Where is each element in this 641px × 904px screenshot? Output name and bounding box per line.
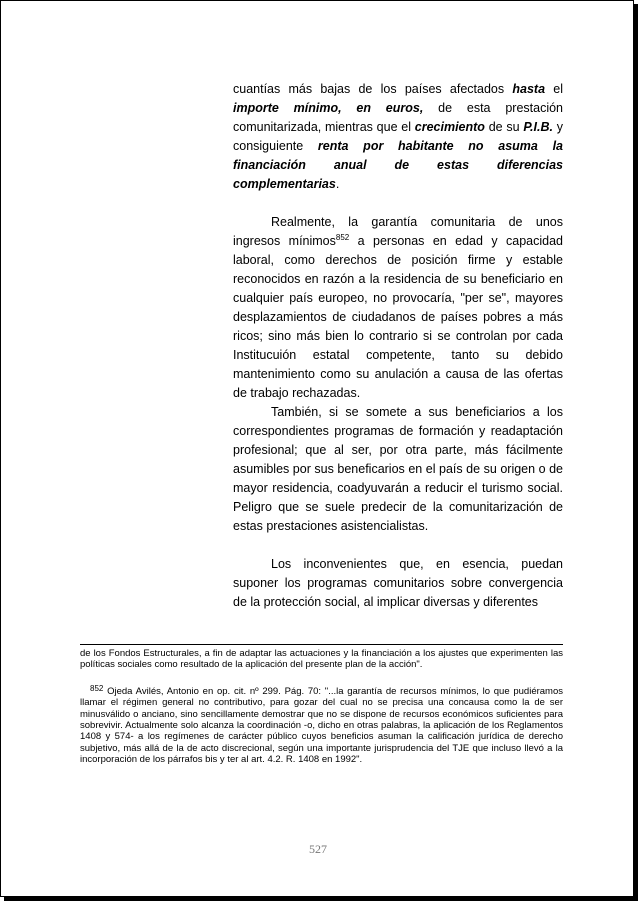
footnote-ref-852[interactable]: 852 (335, 233, 350, 242)
paragraph-2: Realmente, la garantía comunitaria de unos ingresos mínimos$^{852}$ a personas en edad y capacidad laboral, como derechos de posición firme y estable reconocidos en razón a la residencia de su beneficiario en cualquier país europeo, no provocaría, "per se", mayores desplazamientos de ciudadanos de países pobres a más ricos; sino más bien lo contrario si se controlan por cada Institucuión estatal competente, tanto su debido mantenimiento como su anulación a causa de las ofertas de trabajo rechazadas. (233, 215, 563, 400)
paragraph-gap (233, 194, 563, 213)
paragraph-1: cuantías más bajas de los países afectados hasta el importe mínimo, en euros, de esta prestación comunitarizada, mientras que el crecimiento de su P.I.B. y consiguiente renta por habitante no asuma la financiación anual de estas diferencias complementarias. (233, 82, 564, 191)
footnote-continuation: de los Fondos Estructurales, a fin de adaptar las actuaciones y la financiación a los ajustes que experimenten las políticas sociales como resultado de la aplicación del presente plan de la acción". (80, 648, 563, 671)
paragraph-4: Los inconvenientes que, en esencia, puedan suponer los programas comunitarios sobre convergencia de la protección social, al implicar diversas y diferentes (233, 557, 563, 609)
page-number: 527 (309, 842, 327, 856)
paragraph-gap (233, 536, 563, 555)
emphasis-importe: importe mínimo, en euros, (233, 101, 424, 115)
emphasis-hasta: hasta (512, 82, 546, 96)
footnote-separator (80, 644, 563, 645)
main-text (233, 80, 563, 612)
emphasis-crecimiento: crecimiento (414, 120, 485, 134)
emphasis-pib: P.I.B. (523, 120, 553, 134)
paragraph-3: También, si se somete a sus beneficiarios a los correspondientes programas de formación y readaptación profesional; que al ser, por otra parte, más fácilmente asumibles por sus beneficarios en el país de su origen o de mayor residencia, coadyuvarán a reducir el turismo social. Peligro que se suele predecir de la comunitarización de estas prestaciones asistencialistas. (233, 405, 563, 533)
footnote-852: $^{852}$ Ojeda Avilés, Antonio en op. cit. nº 299. Pág. 70: "...la garantía de recursos mínimos, lo que pudiéramos llamar el régimen general no contributivo, para gozar del cual no se precisa una concausa como la de ser minusválido o anciano, sino sencillamente demostrar que no se dispone de recursos económicos suficientes para sobrevivir. Actualmente solo alcanza la coordinación -o, dicho en otras palabras, la aplicación de los Reglamentos 1408 y 574- a los regímenes de carácter público cuyos beneficios asuman la calificación jurídica de derecho subjetivo, más allá de la de acto discrecional, según una importante jurisprudencia del TJE que incluso llevó a la incorporación de los párrafos bis y ter al art. 4.2. R. 1408 en 1992". (80, 683, 563, 766)
footnote-number: 852 (90, 683, 104, 693)
emphasis-renta: renta por habitante no asuma la financiación anual de estas diferencias complementarias (233, 139, 563, 191)
footnotes (80, 648, 563, 766)
